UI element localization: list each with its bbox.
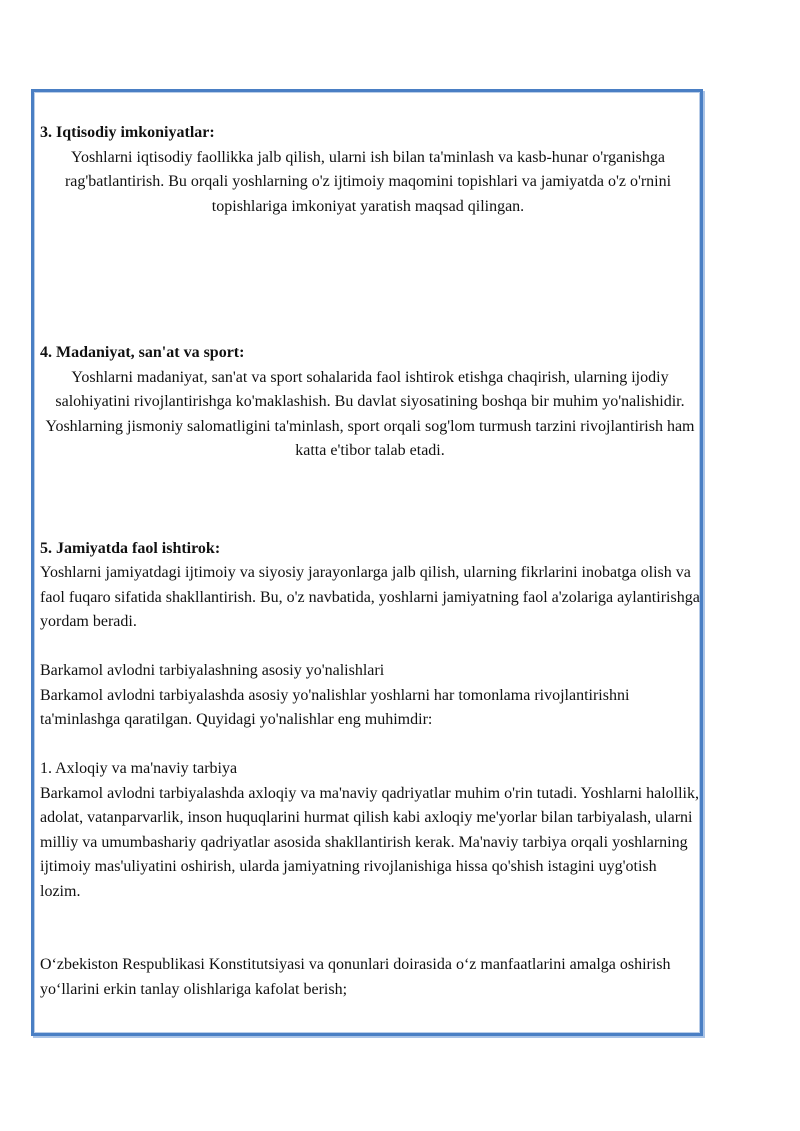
spacer bbox=[40, 733, 700, 758]
moral-education-title: 1. Axloqiy va ma'naviy tarbiya bbox=[40, 760, 238, 777]
closing-paragraph: O‘zbekiston Respublikasi Konstitutsiyasi va qonunlari doirasida o‘z manfaatlarini amalga oshirish yo‘llarini erkin tanlay olishlariga kafolat berish; bbox=[40, 956, 671, 998]
section-5-heading: 5. Jamiyatda faol ishtirok: bbox=[40, 539, 221, 557]
section-3-paragraph: Yoshlarni iqtisodiy faollikka jalb qilish, ularni ish bilan ta'minlash va kasb-hunar o'rganishga rag'batlantirish. Bu orqali yoshlarning o'z ijtimoiy maqomini topishlari va jamiyatda o'z o'rnini topishlariga imkoniyat yaratish maqsad qilingan. bbox=[64, 148, 672, 215]
section-5-paragraph: Yoshlarni jamiyatdagi ijtimoiy va siyosiy jarayonlarga jalb qilish, ularning fikrlarini inobatga olish va faol fuqaro sifatida shakllantirish. Bu, o'z navbatida, yoshlarni jamiyatning faol a'zolariga aylantirishga yordam beradi. bbox=[40, 564, 700, 630]
section-4-paragraph: Yoshlarni madaniyat, san'at va sport sohalarida faol ishtirok etishga chaqirish, ularning ijodiy salohiyatini rivojlantirishga ko'maklashish. Bu davlat siyosatining boshqa bir muhim yo'nalishidir. Yoshlarning jismoniy salomatligini ta'minlash, sport orqali sog'lom turmush tarzini rivojlantirish ham katta e'tibor talab etadi. bbox=[45, 368, 695, 459]
directions-title: Barkamol avlodni tarbiyalashning asosiy yo'nalishlari bbox=[40, 662, 385, 679]
section-3-heading: 3. Iqtisodiy imkoniyatlar: bbox=[40, 124, 215, 141]
spacer bbox=[40, 904, 700, 953]
document-body bbox=[40, 121, 700, 1002]
moral-education-paragraph: Barkamol avlodni tarbiyalashda axloqiy va ma'naviy qadriyatlar muhim o'rin tutadi. Yoshlarni halollik, adolat, vatanparvarlik, inson huquqlarini hurmat qilish kabi axloqiy me'yorlar bilan tarbiyalash, ularni milliy va umumbashariy qadriyatlar asosida shakllantirish kerak. Ma'naviy tarbiya orqali yoshlarning ijtimoiy mas'uliyatini oshirish, ularda jamiyatning rivojlanishiga hissa qo'shish istagini uyg'otish lozim. bbox=[40, 784, 699, 900]
spacer bbox=[40, 464, 700, 537]
section-4-heading: 4. Madaniyat, san'at va sport: bbox=[40, 344, 245, 361]
spacer bbox=[40, 635, 700, 660]
directions-intro: Barkamol avlodni tarbiyalashda asosiy yo'nalishlar yoshlarni har tomonlama rivojlantirishni ta'minlashga qaratilgan. Quyidagi yo'nalishlar eng muhimdir: bbox=[40, 686, 630, 728]
spacer bbox=[40, 219, 700, 341]
